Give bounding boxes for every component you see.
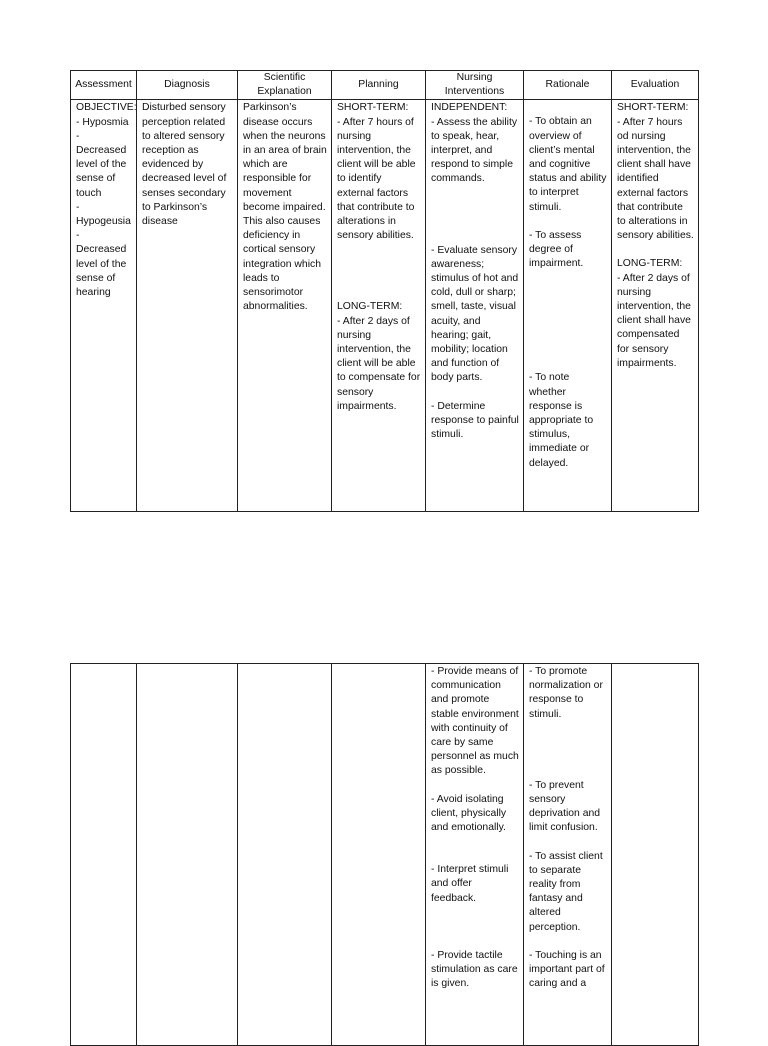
rationale-item: - To assess degree of impairment. [529, 229, 584, 270]
explanation-cell-empty [238, 664, 332, 1046]
header-row [71, 71, 699, 100]
care-plan-table-top [70, 70, 699, 512]
rationale-cell [524, 664, 612, 1046]
evaluation-short-term: SHORT-TERM: - After 7 hours od nursing intervention, the client shall have identified external factors that contribute to alterations in sensory abilities. [617, 102, 694, 242]
intervention-item: - Provide tactile stimulation as care is given. [431, 949, 518, 990]
evaluation-cell [612, 100, 699, 512]
diagnosis-cell [137, 100, 238, 512]
header-planning: Planning [332, 71, 426, 100]
header-diagnosis: Diagnosis [137, 71, 238, 100]
rationale-item: - To note whether response is appropriate to stimulus, immediate or delayed. [529, 372, 594, 469]
rationale-item: - To prevent sensory deprivation and limit confusion. [529, 779, 601, 834]
assessment-text: OBJECTIVE: - Hyposmia - Decreased level of the sense of touch - Hypogeusia - Decreased level of the sense of hearing [76, 102, 137, 299]
interventions-cell [426, 664, 524, 1046]
header-scientific-explanation: Scientific Explanation [238, 71, 332, 100]
header-assessment: Assessment [71, 71, 137, 100]
diagnosis-cell-empty [137, 664, 238, 1046]
table-row [71, 664, 699, 1046]
intervention-item: - Evaluate sensory awareness; stimulus of hot and cold, dull or sharp; smell, taste, visual acuity, and hearing; gait, mobility; location and function of body parts. [431, 244, 519, 384]
rationale-item: - To assist client to separate reality from fantasy and altered perception. [529, 850, 603, 933]
rationale-item: - Touching is an important part of caring and a [529, 949, 605, 990]
interventions-cell [426, 100, 524, 512]
assessment-cell [71, 100, 137, 512]
header-nursing-interventions: Nursing Interventions [426, 71, 524, 100]
planning-short-term: SHORT-TERM: - After 7 hours of nursing intervention, the client will be able to identify external factors that contribute to alterations in sensory abilities. [337, 102, 416, 242]
intervention-item: - Avoid isolating client, physically and emotionally. [431, 793, 507, 834]
intervention-item: - Determine response to painful stimuli. [431, 400, 519, 441]
planning-cell-empty [332, 664, 426, 1046]
rationale-item: - To obtain an overview of client’s mental and cognitive status and ability to interpret stimuli. [529, 116, 607, 213]
intervention-item: - Interpret stimuli and offer feedback. [431, 864, 509, 904]
intervention-item: INDEPENDENT: - Assess the ability to speak, hear, interpret, and respond to simple commands. [431, 102, 518, 185]
rationale-cell [524, 100, 612, 512]
planning-long-term: LONG-TERM: - After 2 days of nursing intervention, the client will be able to compensate for sensory impairments. [337, 301, 421, 412]
evaluation-cell-empty [612, 664, 699, 1046]
diagnosis-text: Disturbed sensory perception related to altered sensory reception as evidenced by decreased level of senses secondary to Parkinson’s disease [142, 102, 227, 228]
header-rationale: Rationale [524, 71, 612, 100]
table-row [71, 100, 699, 512]
evaluation-long-term: LONG-TERM: - After 2 days of nursing intervention, the client shall have compensated for sensory impairments. [617, 258, 691, 369]
explanation-cell [238, 100, 332, 512]
rationale-item: - To promote normalization or response to stimuli. [529, 666, 603, 720]
header-evaluation: Evaluation [612, 71, 699, 100]
explanation-text: Parkinson’s disease occurs when the neurons in an area of brain which are responsible for movement become impaired. This also causes deficiency in cortical sensory integration which leads to sensorimotor abnormalities. [243, 102, 327, 313]
care-plan-table-continued [70, 663, 699, 1046]
assessment-cell-empty [71, 664, 137, 1046]
planning-cell [332, 100, 426, 512]
intervention-item: - Provide means of communication and promote stable environment with continuity of care by same personnel as much as possible. [431, 666, 519, 777]
